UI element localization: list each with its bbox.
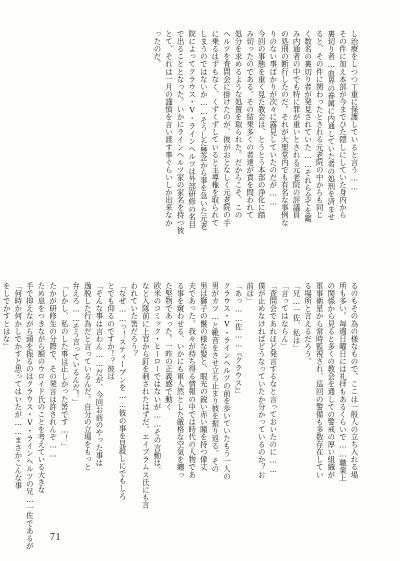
- text-line: をしでかすとはな」: [2, 282, 12, 350]
- text-line: 今回の事態を重く見た教会は、とうとう本部の浄化に踏: [257, 30, 267, 219]
- text-line: 夫であった。我々が持ち得る情報の中では時代の人物であ: [187, 282, 197, 479]
- text-line: なと入隊前に上官から釘を刺されたはずだ。エイブラムス氏にも言: [141, 282, 151, 509]
- text-line: 逸脱した行為だと言っているんだ。自分の立場をもっと: [83, 282, 93, 471]
- text-line: 「査問会であれほど発言するなと言っておいたのに……: [268, 282, 278, 474]
- text-line: りのない事ばかりが次々に露見していたのだが……: [268, 30, 278, 207]
- text-line: しまうのではないか……そうした懸念から事を急いた元老: [199, 30, 209, 230]
- text-line: われていた筈だろう？: [129, 282, 139, 358]
- text-line: ったのだ。: [152, 30, 162, 68]
- text-line: ため息をつきながら額のウロイド氏のことを考えている大きな: [36, 282, 46, 494]
- top-text-block: [38, 30, 360, 252]
- text-line: その件に加え本部が今までひた隠しにしていた身内から: [338, 30, 348, 219]
- text-line: るのもその為の様なもので、ここは一般人の立ち入れる場: [350, 282, 359, 479]
- text-line: 前は」: [245, 282, 255, 305]
- text-line: 「何時か何かしでかすと思ってはいたが……まさかこんな事: [13, 282, 23, 490]
- text-line: 所も多い。毎週日曜日には礼拝もあるくらいで……職業上: [338, 282, 348, 482]
- text-line: 「しかし、私のした事は正しかった筈です…！」: [60, 282, 70, 450]
- text-line: 処分を求めるような処置を取られた。だからこそ、この: [234, 30, 244, 219]
- text-line: た堅物であった。一昨の正義感で動く: [164, 282, 174, 411]
- text-line: 「あっ……佐……『クラウス』」: [234, 282, 244, 398]
- text-line: 男は獅子の鬣の様な髪と、眼光の鋭い赤い瞳を持つ偉丈: [199, 282, 209, 471]
- text-line: く数名の裏切り者が発見されていた……それら全てを鑑: [303, 30, 313, 222]
- text-line: の処刑の断行したのだ。それが大聖堂内でも有名な事例な: [280, 30, 290, 227]
- text-line: 男がカツ…と靴音をさせ立ち止まり彼を振り返る。その: [210, 282, 220, 473]
- text-line: る場所と言えるだろう。: [303, 282, 313, 366]
- text-line: の関係から見ると多くの教会を通しての警戒の厚い組織が: [326, 282, 336, 479]
- text-line: 「兄…一佐、私は」: [292, 282, 302, 352]
- text-line: る事を窺わせる、いかにも軍人然とした厳格な空気を纏っ: [176, 282, 186, 479]
- text-line: 「そんな事は言わん……だが、今回お前のやった事は: [94, 282, 104, 467]
- text-line: 「なぜ……っ！スティーブンを……彼の事を見殺しにでもしろ: [118, 282, 128, 500]
- text-line: 欧米のコミック・ヒーローではないが……その言動は、: [152, 282, 162, 474]
- text-line: 弁えろ……そう言っているんだ！」: [71, 282, 81, 406]
- text-line: とでも仰るのですか！？彼は: [106, 282, 116, 381]
- text-line: とて、それは一月の謹慎を言い渡す事ぐらいしか出来なか: [164, 30, 174, 227]
- text-line: ると、その件に関わったとされる元老院の中からも同じ: [315, 30, 325, 219]
- text-line: 裏切り者…血界の眷属に内通していた者の処刑を済ませ: [326, 30, 336, 221]
- text-line: ヘルツを査問会に掛けたのが、彼がおとなしく元老院の手: [222, 30, 232, 227]
- text-line: み内通者の中でも特に罪が重いとされる元老院の評議員: [292, 30, 302, 219]
- text-line: で出ることとなった。いかにラインヘルツ家の家名を持つ彼: [176, 30, 186, 234]
- text-line: 僕が止めなければどうなっていたか分かっているのか？お: [257, 282, 267, 479]
- text-line: し治療をしつつ丁重に保護していると言う……: [350, 30, 359, 192]
- text-line: たかが研修生の分際で、その発言は許されんぞ……: [48, 282, 58, 459]
- text-line: 「言ってはならん」: [280, 282, 290, 350]
- text-line: 軍事衛星から常時監視され、巡回の警備も多数存在してい: [315, 282, 325, 479]
- text-line: 院によってクラウス・V・ラインヘルツは外部研修の名目: [187, 30, 197, 228]
- text-line: [0, 282, 1, 524]
- page-number: 71: [50, 532, 61, 543]
- text-line: に乗るはずもなく、くずくずしていると主導権を取られて: [210, 30, 220, 227]
- text-line: クラウス・V・ラインヘルツの前を歩いていたもう一人の: [222, 282, 232, 480]
- text-line: 手で抑えながら頭を振るのはクラウス・V・ラインヘルツの兄…一佐であるが: [25, 282, 35, 550]
- text-line: み切ったのである。その結果多くの者達が責を問われて: [245, 30, 255, 219]
